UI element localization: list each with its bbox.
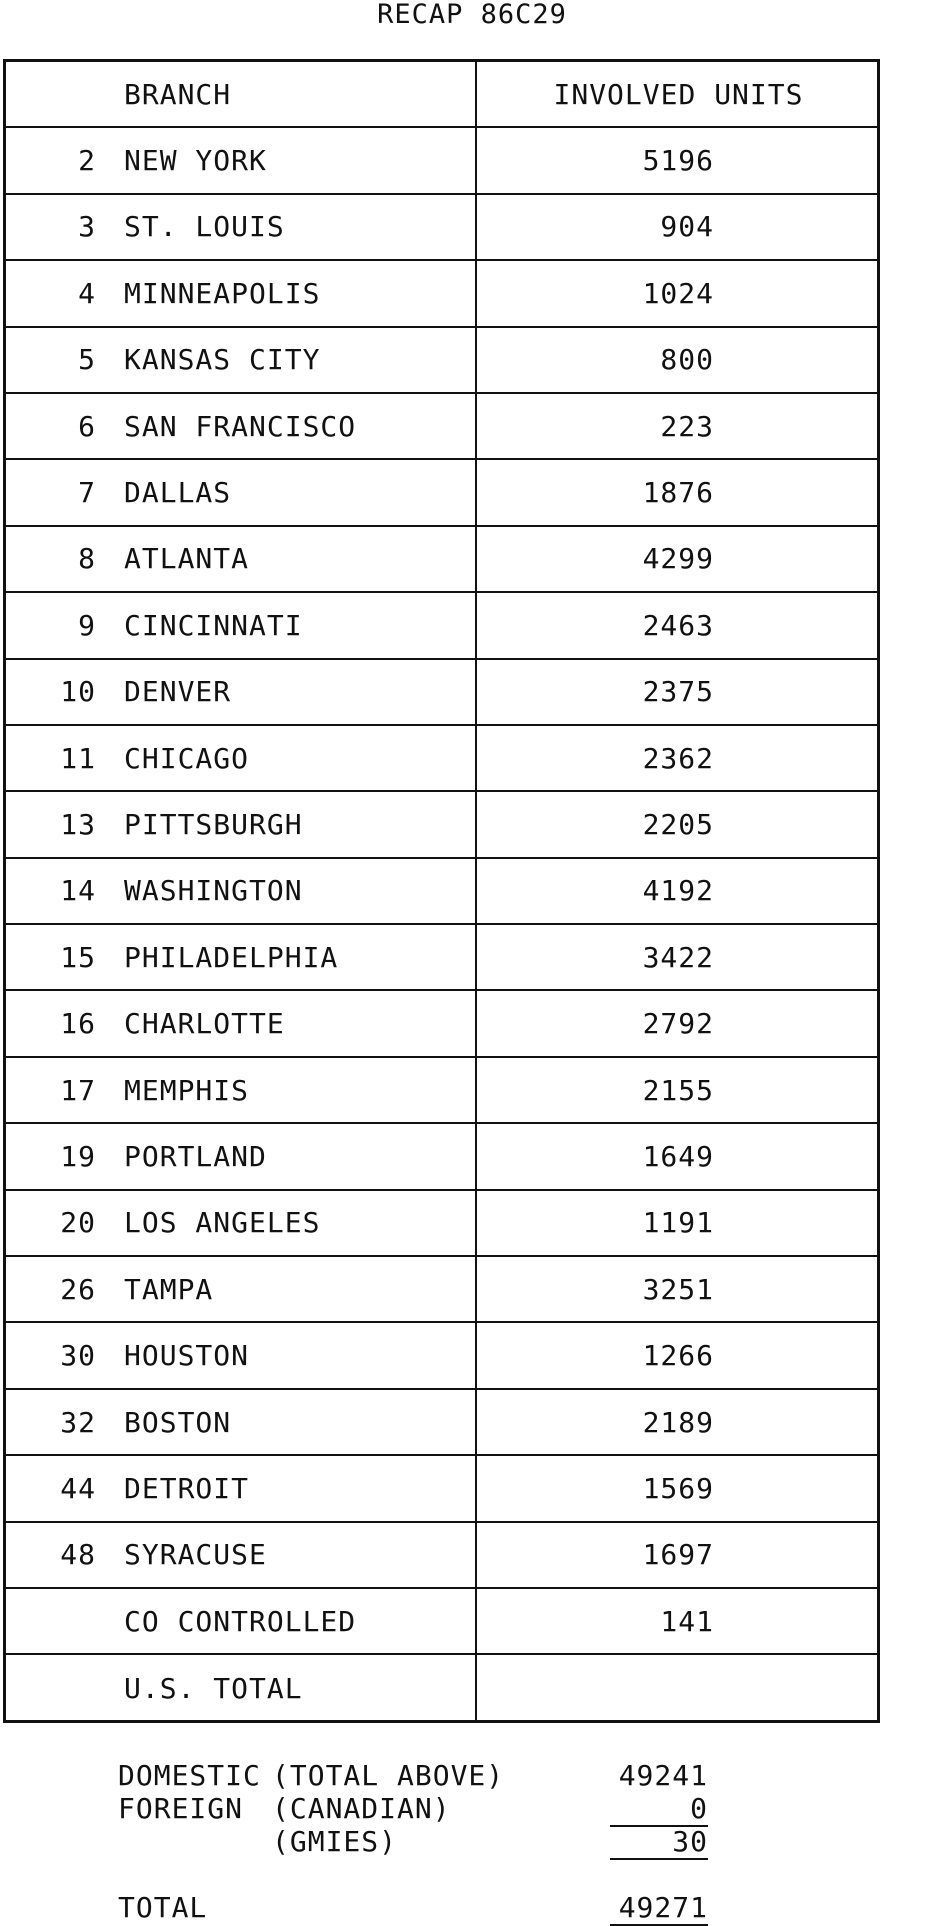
branch-number: 14	[60, 874, 96, 908]
table-row	[6, 660, 877, 726]
branch-name: U.S. TOTAL	[124, 1672, 303, 1706]
involved-units-value: 800	[660, 343, 714, 377]
branch-number: 30	[60, 1339, 96, 1373]
branch-name: CHARLOTTE	[124, 1007, 285, 1041]
domestic-label: DOMESTIC	[118, 1759, 261, 1792]
involved-units-value: 223	[660, 409, 714, 443]
column-divider	[475, 1655, 477, 1721]
column-divider	[475, 1323, 477, 1387]
foreign-gmies-line	[0, 1825, 944, 1858]
table-row	[6, 128, 877, 194]
column-divider	[475, 1390, 477, 1454]
column-divider	[475, 859, 477, 923]
domestic-qualifier: (TOTAL ABOVE)	[272, 1759, 505, 1792]
table-row	[6, 792, 877, 858]
branch-name: DALLAS	[124, 476, 232, 510]
branch-number: 15	[60, 940, 96, 974]
branch-name: MINNEAPOLIS	[124, 276, 321, 310]
branch-number: 3	[78, 210, 96, 244]
gmies-value: 30	[610, 1825, 708, 1860]
branch-name: SAN FRANCISCO	[124, 409, 357, 443]
branch-number: 32	[60, 1405, 96, 1439]
table-row	[6, 195, 877, 261]
table-row	[6, 1058, 877, 1124]
branch-number: 20	[60, 1206, 96, 1240]
column-divider	[475, 792, 477, 856]
column-divider	[475, 328, 477, 392]
column-divider	[475, 195, 477, 259]
table-row	[6, 726, 877, 792]
branch-number: 48	[60, 1538, 96, 1572]
involved-units-value: 2375	[642, 675, 714, 709]
gmies-qualifier: (GMIES)	[272, 1825, 398, 1858]
foreign-canadian-line	[0, 1792, 944, 1825]
total-label: TOTAL	[118, 1891, 208, 1924]
table-row	[6, 1323, 877, 1389]
branch-number: 2	[78, 144, 96, 178]
table-row	[6, 1589, 877, 1655]
branch-number: 7	[78, 476, 96, 510]
column-divider	[475, 991, 477, 1055]
branch-name: TAMPA	[124, 1272, 214, 1306]
branch-name: KANSAS CITY	[124, 343, 321, 377]
foreign-label: FOREIGN	[118, 1792, 244, 1825]
branch-name: MEMPHIS	[124, 1073, 250, 1107]
canadian-value: 0	[610, 1792, 708, 1827]
table-row	[6, 925, 877, 991]
table-row	[6, 460, 877, 526]
branch-number: 10	[60, 675, 96, 709]
involved-units-value: 1649	[642, 1139, 714, 1173]
branch-number: 16	[60, 1007, 96, 1041]
involved-units-value: 4192	[642, 874, 714, 908]
involved-units-value: 3251	[642, 1272, 714, 1306]
column-divider	[475, 1257, 477, 1321]
column-divider	[475, 925, 477, 989]
column-divider	[475, 1523, 477, 1587]
involved-units-value: 5196	[642, 144, 714, 178]
involved-units-value: 1024	[642, 276, 714, 310]
involved-units-value: 2792	[642, 1007, 714, 1041]
table-header-row	[6, 62, 877, 128]
table-row	[6, 328, 877, 394]
domestic-value: 49241	[618, 1759, 708, 1792]
involved-units-value: 2362	[642, 741, 714, 775]
total-value: 49271	[610, 1891, 708, 1926]
branch-column-header: BRANCH	[124, 77, 232, 111]
branch-name: PORTLAND	[124, 1139, 267, 1173]
branch-name: ATLANTA	[124, 542, 250, 576]
branch-name: BOSTON	[124, 1405, 232, 1439]
branch-number: 9	[78, 608, 96, 642]
branch-name: HOUSTON	[124, 1339, 250, 1373]
table-row	[6, 1655, 877, 1721]
branch-name: ST. LOUIS	[124, 210, 285, 244]
column-divider	[475, 1191, 477, 1255]
table-row	[6, 593, 877, 659]
table-row	[6, 1257, 877, 1323]
branch-name: DETROIT	[124, 1471, 250, 1505]
involved-units-value: 2463	[642, 608, 714, 642]
involved-units-value: 1191	[642, 1206, 714, 1240]
branch-name: DENVER	[124, 675, 232, 709]
column-divider	[475, 128, 477, 192]
column-divider	[475, 593, 477, 657]
branch-name: PITTSBURGH	[124, 807, 303, 841]
branch-name: CHICAGO	[124, 741, 250, 775]
branch-name: WASHINGTON	[124, 874, 303, 908]
table-row	[6, 991, 877, 1057]
branch-name: LOS ANGELES	[124, 1206, 321, 1240]
branch-name: CO CONTROLLED	[124, 1604, 357, 1638]
table-row	[6, 1523, 877, 1589]
domestic-line	[0, 1759, 944, 1792]
table-row	[6, 261, 877, 327]
column-divider	[475, 261, 477, 325]
column-divider	[475, 1124, 477, 1188]
involved-units-value: 2205	[642, 807, 714, 841]
table-row	[6, 1390, 877, 1456]
involved-units-value: 2155	[642, 1073, 714, 1107]
table-row	[6, 394, 877, 460]
branch-number: 13	[60, 807, 96, 841]
units-column-header: INVOLVED UNITS	[553, 77, 804, 111]
document-title: RECAP 86C29	[377, 0, 567, 30]
column-divider	[475, 394, 477, 458]
table-row	[6, 1456, 877, 1522]
column-divider	[475, 1058, 477, 1122]
table-row	[6, 859, 877, 925]
column-divider	[475, 1589, 477, 1653]
recap-table	[3, 59, 880, 1723]
involved-units-value: 1697	[642, 1538, 714, 1572]
total-line	[0, 1891, 944, 1924]
involved-units-value: 3422	[642, 940, 714, 974]
table-row	[6, 527, 877, 593]
involved-units-value: 1266	[642, 1339, 714, 1373]
table-row	[6, 1191, 877, 1257]
branch-name: PHILADELPHIA	[124, 940, 339, 974]
table-row	[6, 1124, 877, 1190]
column-divider	[475, 726, 477, 790]
branch-name: CINCINNATI	[124, 608, 303, 642]
branch-number: 26	[60, 1272, 96, 1306]
branch-name: NEW YORK	[124, 144, 267, 178]
branch-number: 6	[78, 409, 96, 443]
branch-number: 17	[60, 1073, 96, 1107]
branch-number: 11	[60, 741, 96, 775]
column-divider	[475, 62, 477, 126]
involved-units-value: 1876	[642, 476, 714, 510]
canadian-qualifier: (CANADIAN)	[272, 1792, 451, 1825]
branch-number: 5	[78, 343, 96, 377]
branch-number: 19	[60, 1139, 96, 1173]
involved-units-value: 141	[660, 1604, 714, 1638]
involved-units-value: 4299	[642, 542, 714, 576]
involved-units-value: 904	[660, 210, 714, 244]
branch-number: 8	[78, 542, 96, 576]
column-divider	[475, 660, 477, 724]
branch-name: SYRACUSE	[124, 1538, 267, 1572]
branch-number: 44	[60, 1471, 96, 1505]
branch-number: 4	[78, 276, 96, 310]
involved-units-value: 2189	[642, 1405, 714, 1439]
column-divider	[475, 1456, 477, 1520]
involved-units-value: 1569	[642, 1471, 714, 1505]
column-divider	[475, 527, 477, 591]
column-divider	[475, 460, 477, 524]
